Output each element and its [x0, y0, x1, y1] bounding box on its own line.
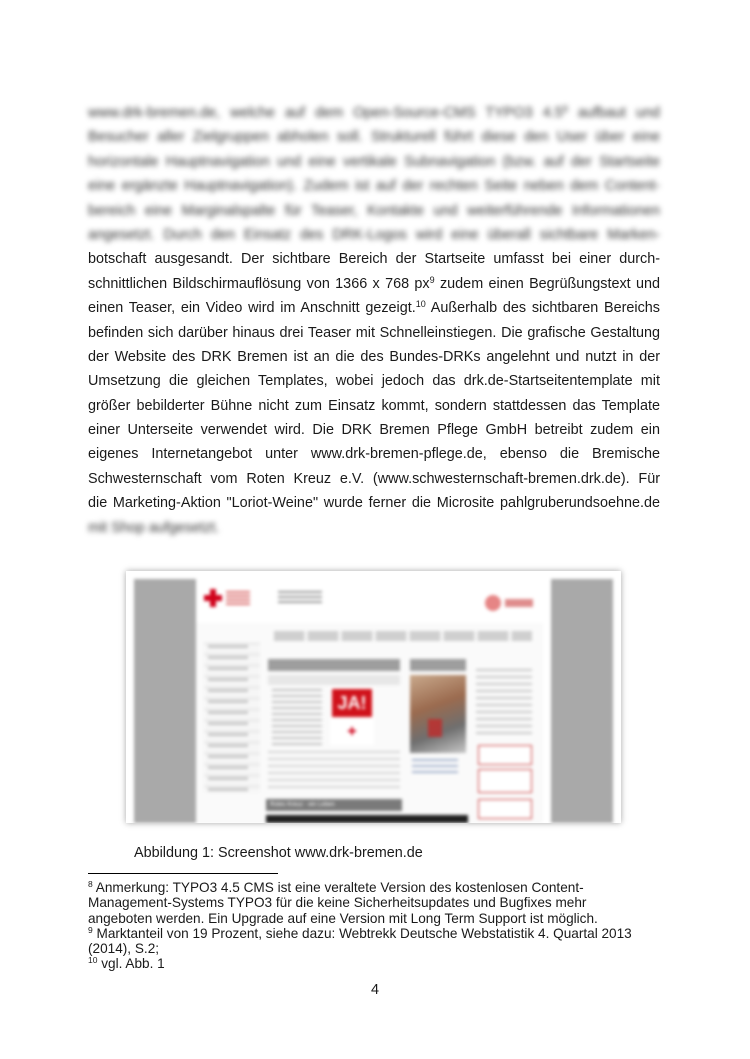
browser-margin-left: [134, 579, 196, 823]
footnote: $^8$ Anmerkung: TYPO3 4.5 CMS ist eine veraltete Version des kostenlosen Content-Management-Systems TYPO3 für die keine Sicherheitsupdates und Bugfixes mehr angeboten werden. Ein Upgrade auf eine Version mit Long Term Support ist möglich.: [88, 879, 598, 926]
screenshot-header: [196, 579, 543, 623]
browser-margin-right: [551, 579, 613, 823]
screenshot-content-heading: [268, 659, 400, 671]
logo-wordmark: [226, 591, 250, 605]
corner-logo: [481, 585, 537, 619]
screenshot-sub-nav: [204, 643, 260, 793]
screenshot-video-label: Rotes Kreuz - ein Leben: [266, 799, 402, 811]
screenshot-side-teaser: [478, 745, 532, 765]
screenshot-teaser-photo: [410, 675, 466, 753]
text-line: einen Teaser, ein Video wird im Anschnitt gezeigt.$^{10}$ Außerhalb des sichtbaren Bereichs: [88, 299, 660, 317]
text-line: eigenes Internetangebot unter www.drk-bremen-pflege.de, ebenso die Bremische: [88, 446, 660, 463]
screenshot-side-teaser: [478, 799, 532, 819]
footnote: $^{10}$ vgl. Abb. 1: [88, 955, 165, 972]
screenshot-video-player: [266, 815, 468, 823]
text-line: schnittlichen Bildschirmauflösung von 1366 x 768 $px^9$ zudem einen Begrüßungstext und: [88, 274, 661, 292]
blurred-line: Besucher aller Zielgruppen abholen soll. Strukturell führt diese den User über eine: [88, 129, 660, 146]
page-number: 4: [370, 982, 379, 998]
red-cross-logo-icon: [204, 589, 222, 607]
text-line: Schwesternschaft vom Roten Kreuz e.V. (www.schwesternschaft-bremen.drk.de). Für: [88, 470, 660, 487]
blurred-line: mit Shop aufgesetzt.: [88, 519, 220, 536]
screenshot-website: [196, 579, 543, 823]
photo-accent: [428, 719, 442, 737]
blurred-line: horizontale Hauptnavigation und eine vertikale Subnavigation (bzw. auf der Startseite: [88, 153, 660, 170]
blurred-line: eine ergänzte Hauptnavigation). Zudem ist auf der rechten Seite neben dem Content-: [88, 178, 660, 195]
blurred-line: angesetzt. Durch den Einsatz des DRK-Logos wird eine überall sichtbare Marken-: [88, 226, 660, 243]
blurred-line: www.drk-bremen.de, welche auf dem Open-Source-CMS TYPO3 $4.5^8$ aufbaut und: [88, 104, 660, 121]
body-paragraph: [88, 101, 660, 540]
footnote-ref: 9: [429, 274, 435, 285]
text-line: einer Unterseite verwendet wird. Die DRK Bremen Pflege GmbH betreibt zudem ein: [88, 422, 660, 439]
footnotes: [88, 880, 648, 972]
text-line: Umsetzung die gleichen Templates, wobei jedoch das drk.de-Startseitentemplate mit: [88, 373, 660, 390]
screenshot-content-subheading: [268, 675, 400, 685]
small-cross-icon: [348, 727, 356, 735]
website-screenshot-figure: [126, 571, 621, 823]
footnote: $^9$ Marktanteil von 19 Prozent, siehe dazu: Webtrekk Deutsche Webstatistik 4. Quartal 2013 (2014), S.2;: [88, 924, 632, 957]
text-line: die Marketing-Aktion "Loriot-Weine" wurde ferner die Microsite pahlgruberundsoehne.de: [88, 495, 660, 512]
ja-badge: JA!: [332, 689, 372, 717]
screenshot-teaser-links: [412, 759, 458, 773]
footnote-ref: 10: [415, 299, 426, 310]
figure-caption: Abbildung 1: Screenshot www.drk-bremen.de: [134, 845, 423, 861]
screenshot-main-nav: [274, 631, 532, 641]
screenshot-section-text: [268, 751, 400, 791]
text-line: befinden sich darüber hinaus drei Teaser mit Schnelleinstiegen. Die grafische Gestaltung: [88, 324, 660, 341]
text-line: botschaft ausgesandt. Der sichtbare Bereich der Startseite umfasst bei einer durch-: [88, 251, 660, 268]
footnote-separator: [88, 873, 278, 874]
ja-teaser: [330, 687, 374, 745]
screenshot-content-text: [272, 689, 322, 745]
text-line: größer bebilderter Bühne nicht zum Einsatz kommt, sondern stattdessen das Template: [88, 397, 660, 414]
site-title: [278, 591, 322, 605]
screenshot-marginal-column: [476, 669, 532, 739]
screenshot-teaser-heading: [410, 659, 466, 671]
blurred-line: bereich eine Marginalspalte für Teaser, Kontakte und weiterführende Informationen: [88, 202, 660, 219]
text-line: der Website des DRK Bremen ist an die des Bundes-DRKs angelehnt und nutzt in der: [88, 348, 660, 365]
screenshot-side-teaser: [478, 769, 532, 793]
